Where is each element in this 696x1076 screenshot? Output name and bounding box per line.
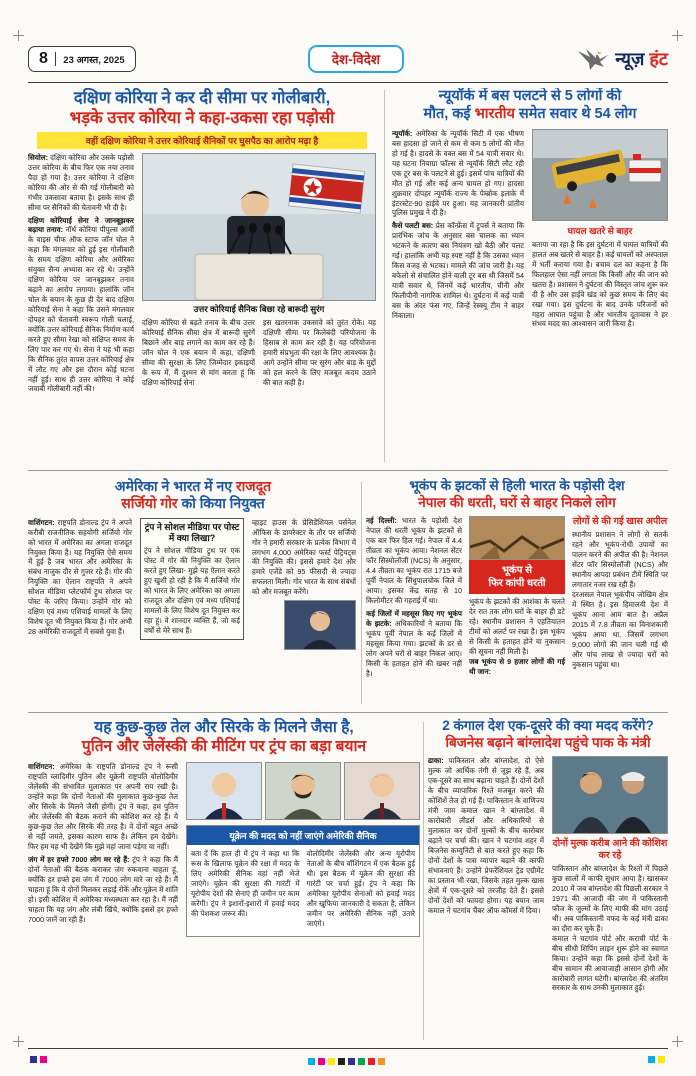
quake-graphic-line2: फिर कांपी धरती <box>488 578 546 590</box>
quake-appeal-title: लोगों से की गई खास अपील <box>572 516 668 528</box>
quake-column-3-text: दरअसल नेपाल भूकंपीय जोखिम क्षेत्र में स्थित है। इस हिमालयी देश में भूकंप आना आम बात है। अप्रैल 2015 में 7.8 तीव्रता का विनाशकारी भूकंप आया था, जिसमें लगभग 9,000 लोगों की जान चली गई थी और पांच लाख से ज्यादा घरों को नुकसान पहुंचा था। <box>572 589 668 669</box>
pakbd-headline-line1: 2 कंगाल देश एक-दूसरे की क्या मदद करेंगे? <box>442 718 654 733</box>
bus-accident-photo <box>532 129 668 221</box>
korea-photo-caption: उत्तर कोरियाई सैनिक बिछा रहे बारूदी सुरंग <box>193 303 325 314</box>
envoy-box-text: ट्रंप ने सोशल मीडिया ट्रुथ पर एक पोस्ट में गोर की नियुक्ति का ऐलान करते हुए लिखा- मुझे यह ऐलान करते हुए खुशी हो रही है कि मैं सर्जियो गोर को भारत के लिए अमेरिका का अगला राजदूत और दक्षिण एवं मध्य एशियाई मामलों के लिए विशेष दूत नियुक्त कर रहा हूं। वे शानदार व्यक्ति हैं, जो कई वर्षों से मेरे साथ हैं। <box>144 546 240 635</box>
envoy-headline-part: को किया नियुक्त <box>177 495 265 512</box>
registration-marks <box>30 1056 47 1063</box>
quake-appeal-text: स्थानीय प्रशासन ने लोगों से सतर्क रहने और भूकंप-रोधी उपायों का पालन करने की अपील की है। नेशनल सेंटर फॉर सिस्मोलॉजी (NCS) और स्थानीय आपदा प्रबंधन टीमें स्थिति पर लगातार नजर रख रही हैं। <box>572 530 668 590</box>
registration-marks <box>308 1058 385 1065</box>
quake-dateline: नई दिल्ली: <box>366 516 397 526</box>
korea-paragraph <box>28 216 134 395</box>
bus-subhead-2: घायल खतरे से बाहर <box>567 225 633 236</box>
bus-headline-highlight: भारतीय <box>474 105 515 122</box>
article-quake <box>366 478 668 706</box>
sergio-gor-photo <box>284 600 356 650</box>
page-number: 8 <box>39 50 48 67</box>
envoy-headline-name: सर्जियो गोर <box>121 495 178 512</box>
korea-paragraph <box>28 153 134 213</box>
envoy-dateline: वाशिंगटन: <box>28 517 55 527</box>
eagle-icon <box>576 47 610 71</box>
bus-headline-line1: न्यूयॉर्क में बस पलटने से 5 लोगों की <box>438 88 622 104</box>
leaders-photo-strip <box>186 762 420 820</box>
korea-text: नॉर्थ कोरिया पीपुल्स आर्मी के वाइस चीफ ऑफ स्टाफ जॉन चोल ने कहा कि मंगलवार को हुई इस गोलीबारी के समय दक्षिण कोरिया और अमेरिका संयुक्त सैन्य अभ्यास कर रहे थे। उन्होंने दक्षिण कोरिया पर जानबूझकर तनाव बढ़ाने का आरोप लगाया। हालांकि जॉन चोल के बयान के कुछ ही देर बाद दक्षिण कोरियाई सेना ने कहा कि उसने मंगलवार दोपहर को चेतावनी स्वरूप गोली चलाई, क्योंकि उत्तर कोरियाई सैनिक निर्माण कार्य करते हुए सीमा रेखा को संक्षिप्त समय के लिए पार कर गए थे। सेना ने यह भी कहा कि सैनिक तुरंत वापस उत्तर कोरियाई क्षेत्र में लौट गए और इस दौरान कोई घटना नहीं हुई। साथ ही उत्तर कोरिया ने कोई जवाबी गोलीबारी नहीं की। <box>28 225 134 394</box>
meeting-dateline: वाशिंगटन: <box>28 762 55 772</box>
brand-word-1: न्यूज़ <box>615 49 645 69</box>
meeting-infobox-title: यूक्रेन की मदद को नहीं जाएंगे अमेरिकी सैनिक <box>187 826 419 845</box>
column-divider <box>423 722 424 1040</box>
meeting-headline-line1: यह कुछ-कुछ तेल और सिरके के मिलने जैसा है, <box>94 719 354 736</box>
korea-kicker: वहीं दक्षिण कोरिया ने उत्तर कोरियाई सैनिकों पर घुसपैठ का आरोप मढ़ा है <box>37 132 368 149</box>
brand-word-2: हंट <box>649 49 668 69</box>
quake-text: भारत के पड़ोसी देश नेपाल की धरती भूकंप के झटकों से एक बार फिर हिल गई। नेपाल में 4.4 तीव्रता का भूकंप आया। नेशनल सेंटर फॉर सिस्मोलॉजी (NCS) के अनुसार, 4.4 तीव्रता का भूकंप रात 1715 बजे पूर्वी नेपाल के सिंधुपालचोक जिले में आया। इसका केंद्र सतह से 10 किलोमीटर की गहराई में था। <box>366 516 462 605</box>
column-divider <box>361 482 362 704</box>
putin-photo <box>344 762 420 820</box>
pakbd-column-2-text2: कमाल ने चटगांव पोर्ट और कराची पोर्ट के बीच सीधी शिपिंग लाइन शुरू होने का स्वागत किया। उन्होंने कहा कि इससे दोनों देशों के बीच सामान की आवाजाही आसान होगी और कारोबारी लागत घटेगी। बांग्लादेश की अंतरिम सरकार के साथ उनकी मुलाकात हुई। <box>552 933 668 993</box>
column-divider <box>384 90 385 462</box>
page-date: 23 अगस्त, 2025 <box>63 54 125 66</box>
envoy-column-2 <box>140 518 244 651</box>
section-title: देश-विदेश <box>308 45 404 73</box>
meeting-infobox <box>186 825 420 937</box>
row-divider <box>28 470 668 471</box>
article-korea <box>28 88 376 466</box>
brand-logo <box>576 47 668 71</box>
korea-column-4: इस खतरनाक उकसावे को तुरंत रोके। यह दक्षिणी सीमा पर किलेबंदी परियोजना के हिसाब से काम कर रही है। यह परियोजना हमारी संप्रभुता की रक्षा के लिए आवश्यक है। आगे उन्होंने सीमा पर सुरंग और बाड़ के मुद्दों को हल करने के लिए मजबूत कदम उठाने की बात कही है। <box>263 317 376 387</box>
pakbd-dateline: ढाका: <box>428 756 444 766</box>
crop-mark <box>13 30 24 41</box>
bus-headline-part: समेत सवार थे 54 लोग <box>514 105 637 122</box>
korea-headline-line1: दक्षिण कोरिया ने कर दी सीमा पर गोलीबारी, <box>73 89 331 107</box>
quake-paragraph <box>366 516 462 605</box>
envoy-headline <box>28 478 358 513</box>
row-divider <box>28 712 668 713</box>
footer-rule <box>28 1048 668 1049</box>
meeting-headline-line2: पुतिन और जेलेंस्की की मीटिंग पर ट्रंप का बड़ा बयान <box>81 738 367 756</box>
meeting-text: अमेरिका के राष्ट्रपति डोनाल्ड ट्रंप ने रूसी राष्ट्रपति व्लादिमीर पुतिन और यूक्रेनी राष्ट्रपति वोलोदिमीर जेलेंस्की की संभावित मुलाकात पर अपनी राय रखी है। उन्होंने कहा कि दोनों नेताओं की मुलाकात कुछ-कुछ तेल और सिरके के मिलने जैसी होगी। ट्रंप ने कहा, हम पुतिन और जेलेंस्की की बैठक कराने की कोशिश कर रहे हैं। ये कुछ-कुछ तेल और सिरके की तरह है। वे दोनों बहुत अच्छे से नहीं जमते, इसका कारण साफ है। लेकिन हम देखेंगे। फिर हम यह भी देखेंगे कि मुझे वहां जाना पड़ेगा या नहीं। <box>28 762 178 851</box>
trump-photo <box>186 762 262 820</box>
quake-column-3 <box>572 516 668 681</box>
article-bus <box>392 88 668 466</box>
meeting-column-1 <box>28 762 178 937</box>
crop-mark <box>13 1036 24 1047</box>
korea-text: दक्षिण कोरिया और उसके पड़ोसी उत्तर कोरिया के बीच फिर एक नया तनाव पैदा हो गया है। उत्तर कोरिया ने दक्षिण कोरिया की ओर से की गई गोलीबारी को गंभीर उकसावा बताया है। इसके साथ ही सीमा पर सैनिकों की चेतावनी भी दी है। <box>28 152 134 212</box>
pakbd-headline <box>428 718 668 751</box>
envoy-box-title: ट्रंप ने सोशल मीडिया पर पोस्ट में क्या लिखा? <box>144 521 240 543</box>
quake-paragraph <box>366 609 462 679</box>
zelensky-photo <box>265 762 341 820</box>
korea-column-2 <box>142 153 376 398</box>
meeting-paragraph <box>28 855 178 925</box>
envoy-paragraph <box>28 518 132 637</box>
bus-dateline: न्यूयॉर्क: <box>392 128 413 138</box>
bus-text: अमेरिका के न्यूयॉर्क सिटी में एक भीषण बस हादसा हो जाने से कम से कम 5 लोगों की मौत हो गई है। हादसे के वक्त बस में 54 यात्री सवार थे। यह घटना नियाग्रा फॉल्स से न्यूयॉर्क सिटी लौट रही एक टूर बस के पलटने से हुई। इसमें पांच यात्रियों की मौत हो गई और कई अन्य घायल हो गए। हादसा शुक्रवार दोपहर न्यूयॉर्क राज्य के पेम्ब्रोक इलाके में इंटरस्टेट-90 हाईवे पर हुआ। यह जानकारी प्रांतीय पुलिस प्रमुख ने दी है। <box>392 128 524 218</box>
bus-subhead: कैसे पलटी बस: <box>392 221 434 231</box>
page-number-box <box>28 46 136 72</box>
article-meeting <box>28 718 420 1044</box>
quake-headline-line1: भूकंप के झटकों से हिली भारत के पड़ोसी देश <box>409 478 625 493</box>
korea-subhead: दक्षिण कोरियाई सेना ने जानबूझकर बढ़ाया तनाव: <box>28 215 134 235</box>
meeting-subhead: जंग में हर हफ्ते 7000 लोग मर रहे हैं: <box>28 854 130 864</box>
meeting-text: ट्रंप ने कहा कि मैं दोनों नेताओं की बैठक कराकर जंग रुकवाना चाहता हूं, क्योंकि हर हफ्ते इस जंग में 7000 लोग मारे जा रहे हैं। मैं चाहता हूं कि ये दोनों मिलकर लड़ाई रोकें और यूक्रेन में शांति हो। इसी कोशिश में अमेरिका मध्यस्थता कर रहा है। मैं नहीं चाहता कि यह जंग और लंबी खिंचे, क्योंकि इससे हर हफ्ते 7000 जानें जा रही हैं। <box>28 854 179 924</box>
registration-marks <box>648 1056 665 1063</box>
korea-column-1 <box>28 153 134 398</box>
quake-graphic-line1: भूकंप से <box>502 565 532 577</box>
korea-column-3: दक्षिण कोरिया से बढ़ते तनाव के बीच उत्तर कोरियाई सैनिक सीमा क्षेत्र में बारूदी सुरंगें बिछाने और बाड़ लगाने का काम कर रहे हैं। जॉन चोल ने एक बयान में कहा, दक्षिणी सीमा की सुरक्षा के लिए जिम्मेदार इकाइयों के रूप में, मैं दुश्मन से मांग करता हूं कि दक्षिण कोरियाई सेना <box>142 317 255 387</box>
korea-headline-line2: भड़के उत्तर कोरिया ने कहा-उकसा रहा पड़ोसी <box>69 109 335 128</box>
article-envoy <box>28 478 358 706</box>
bus-text: प्रेस कॉन्फ्रेंस में ट्रूपर्स ने बताया कि प्रारंभिक जांच के अनुसार बस चालक का ध्यान भटकने के कारण बस नियंत्रण खो बैठी और पलट गई। हालांकि अभी यह स्पष्ट नहीं है कि उसका ध्यान किस वजह से भटका। मामले की जांच जारी है। यह बफेलो से संचालित होने वाली टूर बस थी जिसमें 54 यात्री सवार थे, जिनमें कई भारतीय, चीनी और फिलीपीनी नागरिक शामिल थे। दुर्घटना में कई यात्री बस के अंदर फंस गए, जिन्हें रेस्क्यू टीम ने बाहर निकाला। <box>392 221 524 320</box>
earthquake-graphic <box>469 516 565 560</box>
envoy-box <box>140 518 244 640</box>
quake-text: अधिकारियों ने बताया कि भूकंप पूर्वी नेपाल के कई जिलों में महसूस किया गया। झटकों के डर से लोग अपने घरों से बाहर निकल आए। किसी के हताहत होने की खबर नहीं है। <box>366 618 462 678</box>
meeting-infobox-col1: बता दें कि हाल ही में ट्रंप ने कहा था कि रूस के खिलाफ यूक्रेन की रक्षा में मदद के लिए अमेरिकी सैनिक वहां नहीं भेजे जाएंगे। यूक्रेन की सुरक्षा की गारंटी में यूरोपीय देशों की सेनाएं ही जमीन पर काम करेंगी। ट्रंप ने इशारों-इशारों में हवाई मदद की पेशकश जरूर की। <box>191 849 300 919</box>
meeting-column-2 <box>186 762 420 937</box>
crop-mark <box>672 30 683 41</box>
bus-headline <box>392 88 668 124</box>
bus-column-2 <box>532 129 668 329</box>
bus-headline-part: मौत, कई <box>423 105 475 122</box>
bus-paragraph <box>392 129 524 218</box>
korea-dateline: सियोल: <box>28 152 49 162</box>
pakbd-column-1 <box>428 756 544 993</box>
quake-column-2 <box>469 516 565 681</box>
meeting-infobox-col2: वोलोदिमीर जेलेंस्की और अन्य यूरोपीय नेताओं के बीच वॉशिंगटन में एक बैठक हुई थी। इस बैठक में यूक्रेन की सुरक्षा की गारंटी पर चर्चा हुई। ट्रंप ने कहा कि अमेरिका यूरोपीय सेनाओं को हवाई मदद और खुफिया जानकारी दे सकता है, लेकिन जमीन पर अमेरिकी सैनिक नहीं उतारे जाएंगे। <box>306 849 415 928</box>
meeting-headline <box>28 718 420 756</box>
pakbd-text: पाकिस्तान और बांग्लादेश, दो ऐसे मुल्क जो आर्थिक तंगी से जूझ रहे हैं, अब एक-दूसरे का साथ बढ़ाना चाहते हैं। दोनों देशों के बीच व्यापारिक रिश्ते मजबूत करने की कोशिशें तेज हो गई हैं। पाकिस्तान के वाणिज्य मंत्री जाम कमाल खान ने बांग्लादेश में कारोबारी लीडर्स और अधिकारियों से मुलाकात कर दोनों मुल्कों के बीच कारोबार बढ़ाने पर चर्चा की। खान ने चटगांव शहर में बिजनेस कम्युनिटी से बात करते हुए कहा कि दोनों देशों के पास व्यापार बढ़ाने की काफी संभावनाएं हैं। उन्होंने प्रेफरेंशियल ट्रेड एग्रीमेंट का प्रस्ताव भी रखा, जिसके तहत मुल्क खास क्षेत्रों में एक-दूसरे को तरजीह देते हैं। इससे दोनों देशों को फायदा होगा। यह बयान जाम कमाल ने चटगांव चैंबर ऑफ कॉमर्स में दिया। <box>428 756 544 915</box>
article-pakbd <box>428 718 668 1044</box>
quake-column-2-text: भूकंप के झटकों की आशंका के चलते देर रात तक लोग घरों के बाहर ही डटे रहे। स्थानीय प्रशासन ने एहतियातन टीमों को अलर्ट पर रखा है। इस भूकंप से किसी के हताहत होने या नुकसान की सूचना नहीं मिली है। <box>469 597 565 657</box>
crop-mark <box>672 1036 683 1047</box>
envoy-column-3-text: व्हाइट हाउस के प्रेसिडेंशियल पर्सनेल ऑफिस के डायरेक्टर के तौर पर सर्जियो गोर ने हमारी सरकार के प्रत्येक विभाग में लगभग 4,000 अमेरिका फर्स्ट पेट्रियट्स की नियुक्ति की। इससे हमारे देश और हमारे एजेंडे को 95 फीसदी से ज्यादा सफलता मिली। गोर भारत के साथ संबंधों को और मजबूत करेंगे। <box>252 517 356 597</box>
pakbd-subhead: दोनों मुल्क करीब आने की कोशिश कर रहे <box>552 838 668 862</box>
kim-jong-un-photo <box>142 153 376 301</box>
envoy-text: राष्ट्रपति डोनाल्ड ट्रंप ने अपने करीबी राजनीतिक सहयोगी सर्जियो गोर को भारत में अमेरिका का अगला राजदूत नियुक्त किया है। यह नियुक्ति ऐसे समय में हुई है जब भारत और अमेरिका के संबंध नाजुक दौर से गुजर रहे हैं। गोर की नियुक्ति का ऐलान राष्ट्रपति ने अपने सोशल मीडिया प्लेटफॉर्म ट्रुथ सोशल पर पोस्ट के जरिए किया। उन्होंने गोर को दक्षिण एवं मध्य एशियाई मामलों के लिए विशेष दूत भी नियुक्त किया है। गोर अभी 28 अमेरिकी राजदूतों में सबसे युवा हैं। <box>28 517 132 637</box>
page-header <box>28 40 668 78</box>
bus-column-1 <box>392 129 524 329</box>
quake-headline-line2: नेपाल की धरती, घरों से बाहर निकले लोग <box>418 494 616 510</box>
envoy-headline-highlight: राजदूत <box>235 478 272 494</box>
quake-graphic-title <box>469 560 565 594</box>
bus-paragraph <box>392 221 524 320</box>
quake-subhead: कई जिलों में महसूस किए गए भूकंप के झटके: <box>366 608 462 628</box>
pakbd-headline-line2: बिजनेस बढ़ाने बांग्लादेश पहुंचे पाक के मंत्री <box>445 734 651 750</box>
envoy-column-3 <box>252 518 356 651</box>
quake-column-1 <box>366 516 462 681</box>
divider <box>55 52 56 66</box>
envoy-headline-part: अमेरिका ने भारत में नए <box>114 478 236 494</box>
quake-subhead-2: जब भूकंप से 9 हजार लोगों की गई थी जान: <box>469 657 565 677</box>
korea-headline <box>28 88 376 129</box>
quake-headline <box>366 478 668 511</box>
meeting-paragraph <box>28 762 178 851</box>
envoy-column-1 <box>28 518 132 651</box>
bus-column-2-text: बताया जा रहा है कि इस दुर्घटना में घायल यात्रियों की हालत अब खतरे से बाहर है। कई घायलों को अस्पताल में भर्ती कराया गया है। बचाव दल का कहना है कि फिलहाल ऐसा नहीं लगता कि किसी और की जान को खतरा है। प्रशासन ने दुर्घटना की विस्तृत जांच शुरू कर दी है और उस हाईवे खंड को कुछ समय के लिए बंद रखा गया। इस दुर्घटना के बाद उनके परिजनों को गहरा आघात पहुंचा है और भारतीय दूतावास ने हर संभव मदद का आश्वासन जारी किया है। <box>532 239 668 329</box>
ministers-photo <box>552 756 668 834</box>
pakbd-paragraph <box>428 756 544 915</box>
pakbd-column-2-text: पाकिस्तान और बांग्लादेश के रिश्तों में पिछले कुछ सालों में काफी सुधार आया है। खासकर 2010 में जब बांग्लादेश की पिछली सरकार ने 1971 की आजादी की जंग में पाकिस्तानी फौज के जुल्मों के लिए माफी की मांग उठाई थी। अब पाकिस्तानी वफद के कई मंत्री ढाका का दौरा कर चुके हैं। <box>552 864 668 933</box>
pakbd-column-2 <box>552 756 668 993</box>
header-rule <box>28 82 668 83</box>
